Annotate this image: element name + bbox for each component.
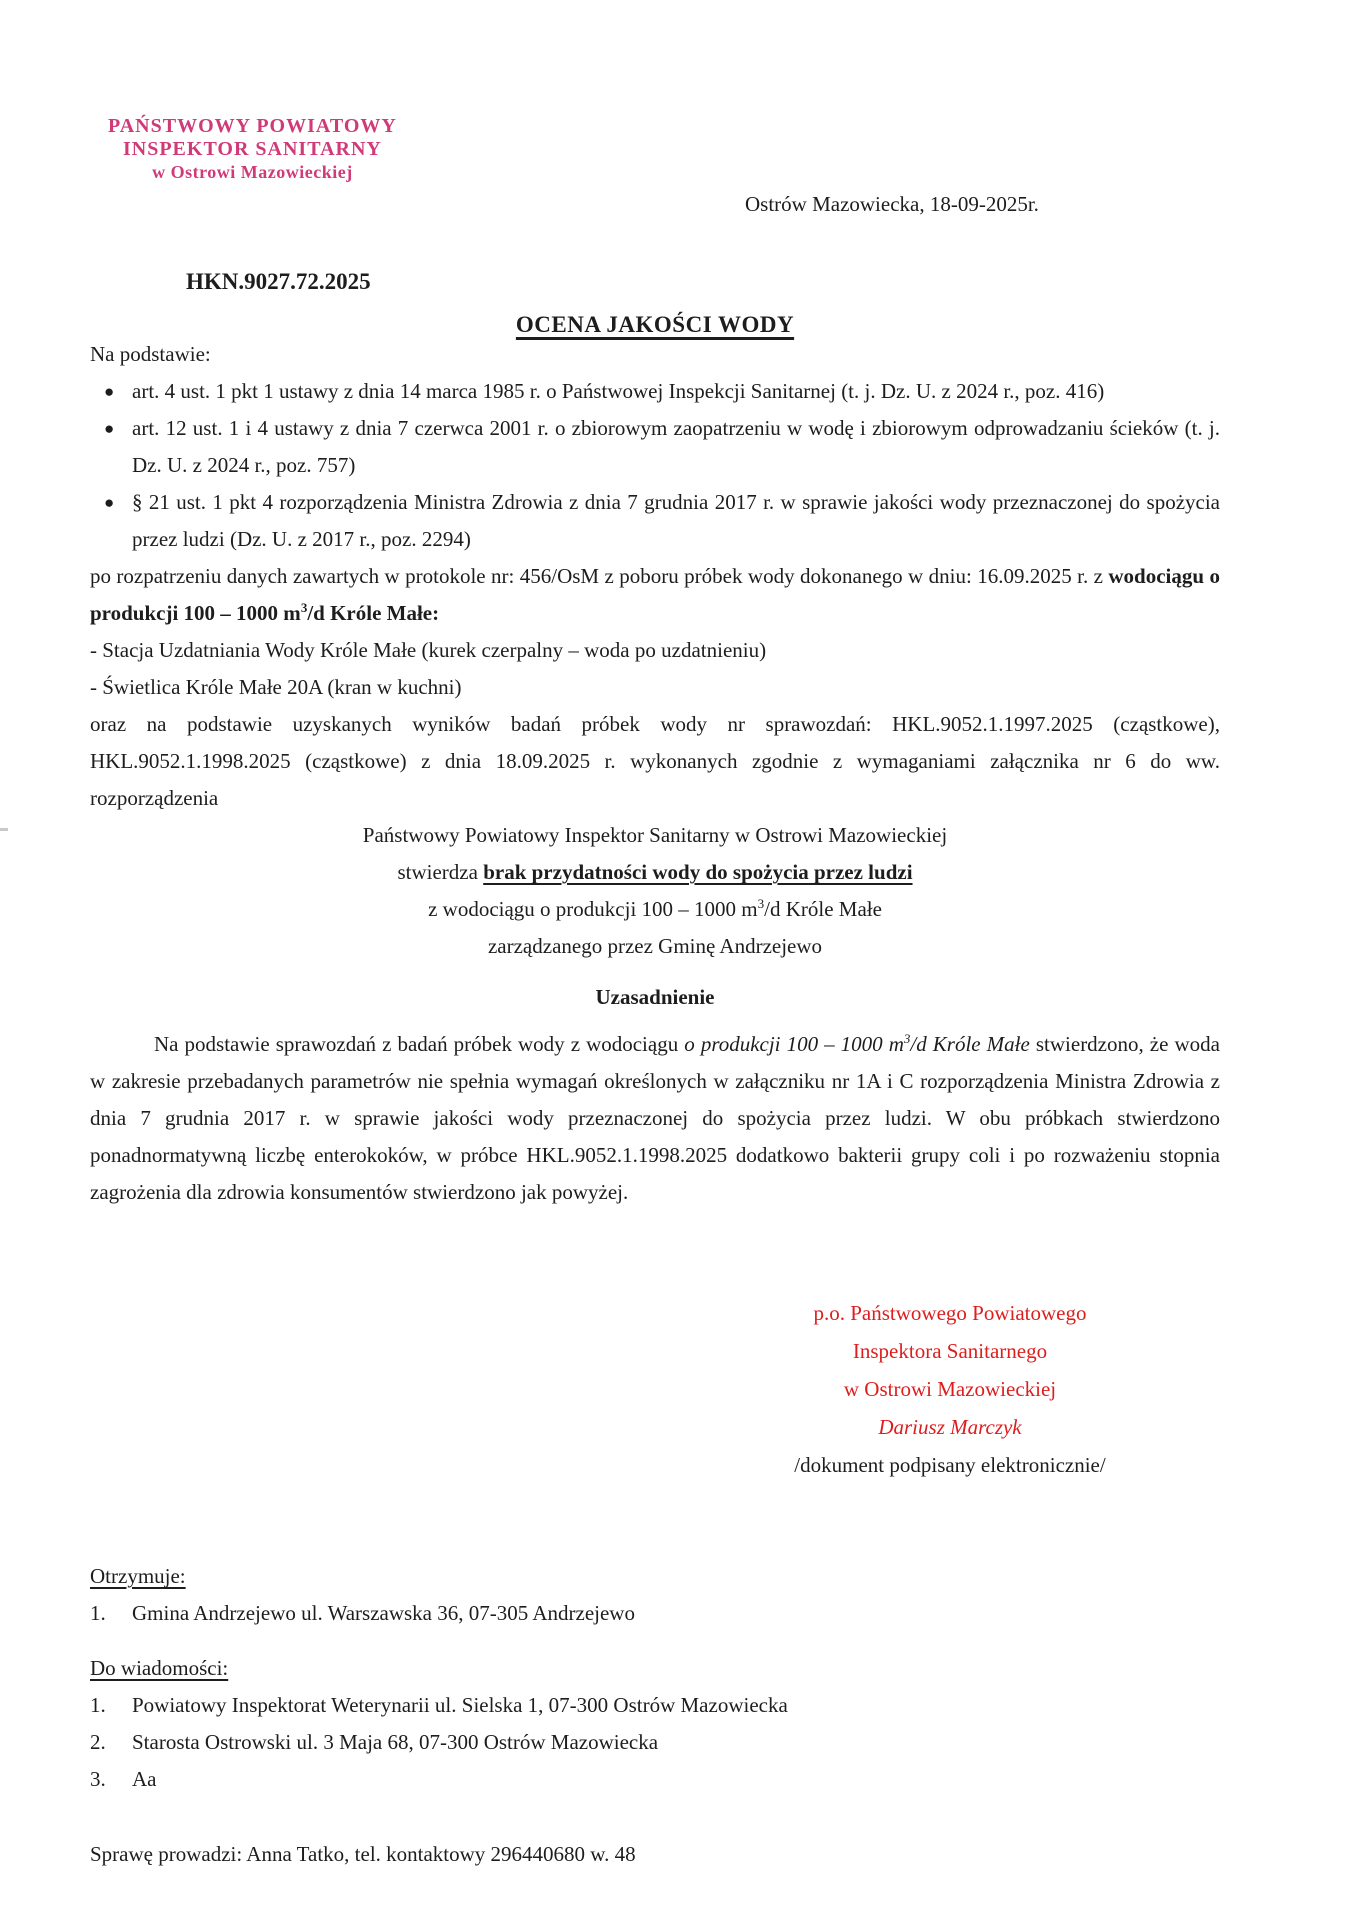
cubic-meter-superscript: 3 <box>300 600 308 615</box>
cc-item <box>90 1724 1220 1761</box>
recipients-section <box>90 1558 1220 1632</box>
cubic-meter-superscript: 3 <box>757 896 765 911</box>
legal-basis-item <box>90 373 1220 410</box>
statement-waterworks-line <box>90 891 1220 928</box>
statement-verdict-emphasis: brak przydatności wody do spożycia przez ludzi <box>483 860 913 884</box>
statement-authority-line: Państwowy Powiatowy Inspektor Sanitarny w Ostrowi Mazowieckiej <box>362 823 948 847</box>
legal-basis-item <box>90 410 1220 484</box>
bullet-icon: ● <box>104 419 115 438</box>
cc-item <box>90 1687 1220 1724</box>
stamp-line-2: INSPEKTOR SANITARNY <box>122 138 382 160</box>
justification-paragraph <box>90 1026 1220 1211</box>
cc-item-text: Aa <box>132 1767 157 1791</box>
sanitary-inspector-stamp <box>108 115 397 184</box>
scan-artifact <box>0 828 8 831</box>
document-body <box>90 336 1220 1211</box>
decision-statement <box>90 817 1220 965</box>
signature-title-line: w Ostrowi Mazowieckiej <box>843 1377 1057 1401</box>
recipient-item <box>90 1595 1220 1632</box>
stamp-line-3: w Ostrowi Mazowieckiej <box>152 162 353 182</box>
waterworks-name-bold: wodociągu o produkcji 100 – 1000 m <box>90 564 1220 625</box>
waterworks-name-italic: /d Króle Małe <box>910 1032 1030 1056</box>
protocol-intro: po rozpatrzeniu danych zawartych w protokole nr: 456/OsM z poboru próbek wody dokonanego w dniu: 16.09.2025 r. z <box>90 564 1109 588</box>
signature-title-line: Inspektora Sanitarnego <box>852 1339 1048 1363</box>
statement-waterworks-text: /d Króle Małe <box>764 897 882 921</box>
electronic-signature-note: /dokument podpisany elektronicznie/ <box>794 1453 1106 1477</box>
reference-number: HKN.9027.72.2025 <box>186 269 371 294</box>
waterworks-name-italic: o produkcji 100 – 1000 m <box>684 1032 904 1056</box>
sampling-point-line: - Świetlica Króle Małe 20A (kran w kuchni) <box>90 675 462 699</box>
legal-basis-intro: Na podstawie: <box>90 342 211 366</box>
cc-item-number: 1. <box>90 1693 106 1717</box>
cc-heading: Do wiadomości: <box>90 1656 229 1680</box>
place-and-date: Ostrów Mazowiecka, 18-09-2025r. <box>745 192 1039 216</box>
recipient-item-number: 1. <box>90 1601 106 1625</box>
stamp-line-1: PAŃSTWOWY POWIATOWY <box>108 115 397 137</box>
cc-item-text: Starosta Ostrowski ul. 3 Maja 68, 07-300 Ostrów Mazowiecka <box>132 1730 659 1754</box>
justification-heading: Uzasadnienie <box>595 985 715 1009</box>
statement-verdict-line <box>90 854 1220 891</box>
bullet-icon: ● <box>104 493 115 512</box>
legal-basis-item-text: § 21 ust. 1 pkt 4 rozporządzenia Ministra Zdrowia z dnia 7 grudnia 2017 r. w sprawie jakości wody przeznaczonej do spożycia przez ludzi (Dz. U. z 2017 r., poz. 2294) <box>132 490 1220 551</box>
case-handler-line: Sprawę prowadzi: Anna Tatko, tel. kontaktowy 296440680 w. 48 <box>90 1842 636 1866</box>
cc-section <box>90 1650 1220 1798</box>
signer-name: Dariusz Marczyk <box>878 1415 1022 1439</box>
statement-waterworks-text: z wodociągu o produkcji 100 – 1000 m <box>428 897 758 921</box>
cubic-meter-superscript: 3 <box>903 1031 911 1046</box>
sampling-point-line: - Stacja Uzdatniania Wody Króle Małe (kurek czerpalny – woda po uzdatnieniu) <box>90 638 767 662</box>
cc-item <box>90 1761 1220 1798</box>
justification-text: Na podstawie sprawozdań z badań próbek wody z wodociągu <box>154 1032 685 1056</box>
reports-paragraph: oraz na podstawie uzyskanych wyników badań próbek wody nr sprawozdań: HKL.9052.1.1997.2025 (cząstkowe), HKL.9052.1.1998.2025 (cząstkowe) z dnia 18.09.2025 r. wykonanych zgodnie z wymaganiami załącznika nr 6 do ww. rozporządzenia <box>90 712 1220 810</box>
cc-item-number: 2. <box>90 1730 106 1754</box>
recipient-item-text: Gmina Andrzejewo ul. Warszawska 36, 07-305 Andrzejewo <box>132 1601 635 1625</box>
document-title-text: OCENA JAKOŚCI WODY <box>515 312 795 337</box>
signature-title-line: p.o. Państwowego Powiatowego <box>813 1301 1087 1325</box>
legal-basis-item-text: art. 4 ust. 1 pkt 1 ustawy z dnia 14 marca 1985 r. o Państwowej Inspekcji Sanitarnej (t. j. Dz. U. z 2024 r., poz. 416) <box>132 379 1105 403</box>
legal-basis-item <box>90 484 1220 558</box>
protocol-paragraph <box>90 558 1220 632</box>
bullet-icon: ● <box>104 382 115 401</box>
cc-item-text: Powiatowy Inspektorat Weterynarii ul. Sielska 1, 07-300 Ostrów Mazowiecka <box>132 1693 788 1717</box>
cc-item-number: 3. <box>90 1767 106 1791</box>
waterworks-name-bold: /d Króle Małe: <box>307 601 440 625</box>
legal-basis-item-text: art. 12 ust. 1 i 4 ustawy z dnia 7 czerwca 2001 r. o zbiorowym zaopatrzeniu w wodę i zbiorowym odprowadzaniu ścieków (t. j. Dz. U. z 2024 r., poz. 757) <box>132 416 1220 477</box>
statement-manager-line: zarządzanego przez Gminę Andrzejewo <box>487 934 823 958</box>
signature-block <box>730 1294 1170 1484</box>
recipients-heading: Otrzymuje: <box>90 1564 186 1588</box>
justification-text: stwierdzono, że woda w zakresie przebadanych parametrów nie spełnia wymagań określonych w załączniku nr 1A i C rozporządzenia Ministra Zdrowia z dnia 7 grudnia 2017 r. w sprawie jakości wody przeznaczonej do spożycia przez ludzi. W obu próbkach stwierdzono ponadnormatywną liczbę enterokoków, w próbce HKL.9052.1.1998.2025 dodatkowo bakterii grupy coli i po rozważeniu stopnia zagrożenia dla zdrowia konsumentów stwierdzono jak powyżej. <box>90 1032 1220 1204</box>
statement-verdict-prefix: stwierdza <box>397 860 484 884</box>
